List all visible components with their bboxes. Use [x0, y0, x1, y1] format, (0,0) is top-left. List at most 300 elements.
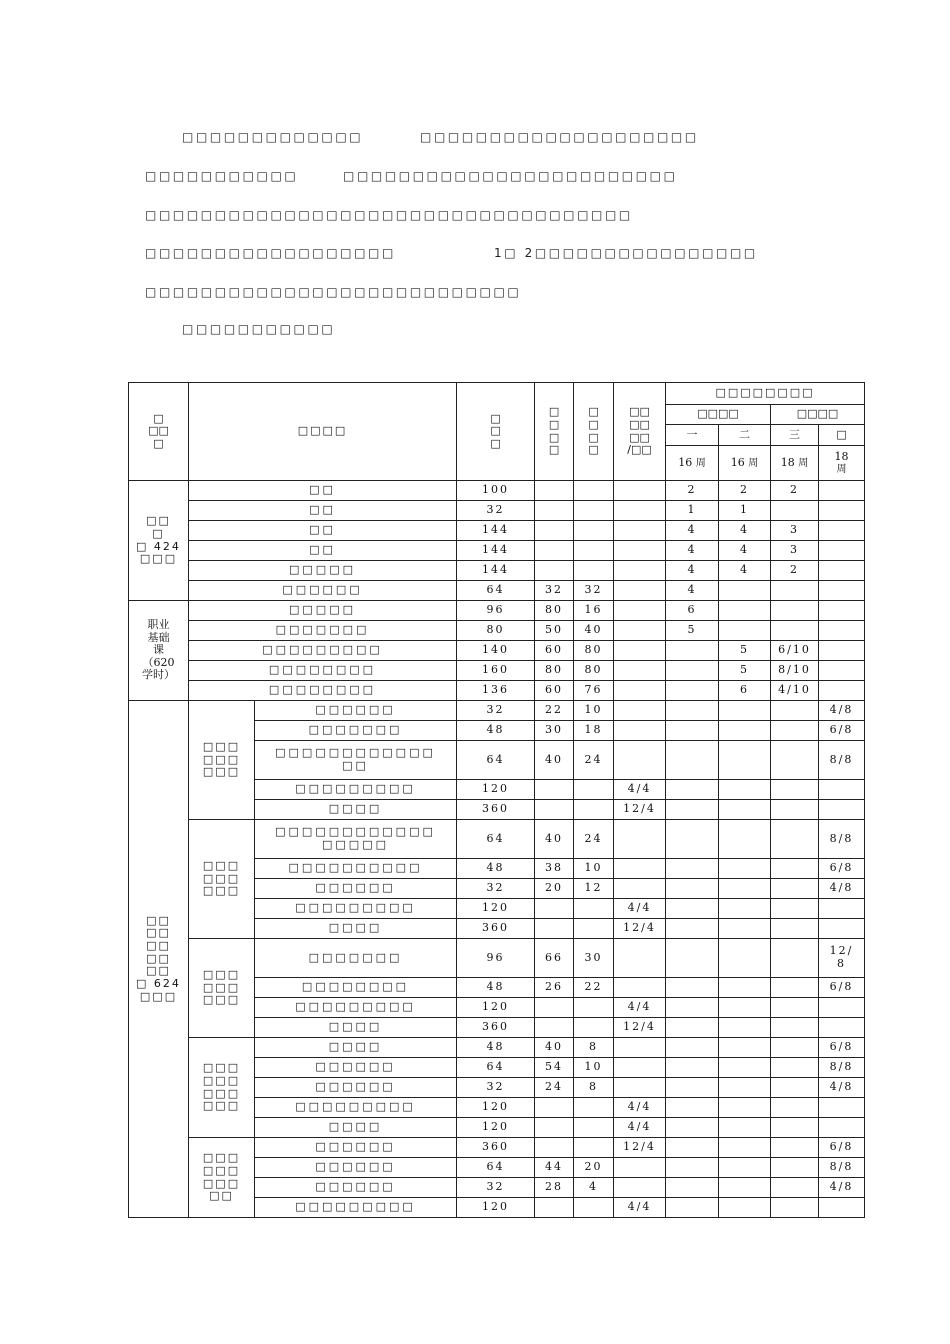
course-name: □□□□	[255, 1118, 457, 1138]
course-name: □□	[189, 501, 457, 521]
practice-weeks-cell: 4/4	[614, 780, 666, 800]
term-4-cell: 6/8	[819, 978, 865, 998]
practice-hours-cell: 22	[574, 978, 614, 998]
practice-hours-cell	[574, 541, 614, 561]
practice-weeks-cell	[614, 621, 666, 641]
intro-line-4-part-1: □□□□□□□□□□□□□□□□□□	[145, 246, 396, 260]
practice-weeks-cell	[614, 1038, 666, 1058]
practice-hours-cell: 24	[574, 741, 614, 780]
practice-hours-cell	[574, 481, 614, 501]
theory-hours-cell: 54	[535, 1058, 574, 1078]
term-3-cell	[771, 1098, 819, 1118]
total-hours-cell: 48	[457, 859, 535, 879]
practice-hours-cell: 8	[574, 1078, 614, 1098]
term-3-cell	[771, 621, 819, 641]
theory-hours-cell	[535, 780, 574, 800]
term-3-cell	[771, 581, 819, 601]
category-vocational-direction: □□ □□ □□ □□ □□ □ 624 □□□	[129, 701, 189, 1218]
total-hours-cell: 120	[457, 998, 535, 1018]
practice-weeks-cell	[614, 581, 666, 601]
term-1-cell: 4	[666, 521, 719, 541]
practice-hours-cell	[574, 1098, 614, 1118]
intro-line-5-part-1: □□□□□□□□□□□□□□□□□□□□□□□□□□□	[145, 285, 522, 299]
intro-line-1-part-1: □□□□□□□□□□□□□	[182, 130, 364, 144]
term-4-cell	[819, 581, 865, 601]
practice-weeks-cell	[614, 641, 666, 661]
term-3-cell: 2	[771, 561, 819, 581]
term-2-cell	[719, 1018, 771, 1038]
practice-weeks-cell	[614, 521, 666, 541]
practice-weeks-cell	[614, 561, 666, 581]
theory-hours-cell	[535, 1018, 574, 1038]
term-1-cell: 6	[666, 601, 719, 621]
course-name: □□□□□□□	[255, 939, 457, 978]
practice-hours-cell: 24	[574, 820, 614, 859]
term-1-cell	[666, 939, 719, 978]
term-3-cell	[771, 1038, 819, 1058]
practice-hours-cell	[574, 899, 614, 919]
course-name: □□□□	[255, 800, 457, 820]
term-3-cell	[771, 899, 819, 919]
course-name: □□□□□□□□□	[255, 899, 457, 919]
direction-group-4: □□□ □□□ □□□ □□□	[189, 1038, 255, 1138]
theory-hours-cell	[535, 1198, 574, 1218]
total-hours-cell: 360	[457, 919, 535, 939]
practice-hours-cell	[574, 1198, 614, 1218]
practice-weeks-cell	[614, 859, 666, 879]
practice-hours-cell: 10	[574, 859, 614, 879]
header-weeks-2: 16 周	[719, 446, 771, 481]
term-2-cell: 5	[719, 641, 771, 661]
term-3-cell	[771, 721, 819, 741]
table-row	[129, 939, 865, 978]
term-1-cell	[666, 701, 719, 721]
term-2-cell	[719, 1118, 771, 1138]
course-name: □□□□□□	[255, 1058, 457, 1078]
total-hours-cell: 160	[457, 661, 535, 681]
table-row	[129, 681, 865, 701]
header-theory-hours: □ □ □ □	[535, 383, 574, 481]
term-4-cell	[819, 1118, 865, 1138]
term-4-cell	[819, 661, 865, 681]
total-hours-cell: 64	[457, 820, 535, 859]
term-3-cell	[771, 1178, 819, 1198]
term-2-cell	[719, 1098, 771, 1118]
total-hours-cell: 80	[457, 621, 535, 641]
theory-hours-cell: 20	[535, 879, 574, 899]
practice-weeks-cell	[614, 661, 666, 681]
theory-hours-cell	[535, 481, 574, 501]
term-4-cell	[819, 681, 865, 701]
term-4-cell	[819, 899, 865, 919]
table-row	[129, 1038, 865, 1058]
practice-weeks-cell	[614, 481, 666, 501]
total-hours-cell: 48	[457, 1038, 535, 1058]
term-3-cell: 4/10	[771, 681, 819, 701]
term-1-cell	[666, 859, 719, 879]
total-hours-cell: 32	[457, 701, 535, 721]
term-4-cell: 6/8	[819, 1138, 865, 1158]
theory-hours-cell: 60	[535, 681, 574, 701]
practice-hours-cell	[574, 1018, 614, 1038]
theory-hours-cell: 28	[535, 1178, 574, 1198]
course-name: □□□□□□□□□□	[255, 859, 457, 879]
term-1-cell	[666, 661, 719, 681]
term-4-cell	[819, 1098, 865, 1118]
practice-weeks-cell	[614, 939, 666, 978]
course-name: □□□□□□□□	[189, 661, 457, 681]
table-row	[129, 481, 865, 501]
course-name: □□□□□□	[255, 1078, 457, 1098]
direction-group-5: □□□ □□□ □□□ □□	[189, 1138, 255, 1218]
practice-hours-cell: 76	[574, 681, 614, 701]
course-name: □□□□□□	[255, 1158, 457, 1178]
practice-weeks-cell: 12/4	[614, 1138, 666, 1158]
term-2-cell	[719, 998, 771, 1018]
term-2-cell	[719, 1138, 771, 1158]
term-3-cell	[771, 741, 819, 780]
term-3-cell	[771, 859, 819, 879]
term-3-cell	[771, 1118, 819, 1138]
total-hours-cell: 32	[457, 1078, 535, 1098]
theory-hours-cell	[535, 541, 574, 561]
term-3-cell	[771, 939, 819, 978]
term-4-cell	[819, 919, 865, 939]
direction-group-2: □□□ □□□ □□□	[189, 820, 255, 939]
term-2-cell	[719, 581, 771, 601]
practice-hours-cell: 12	[574, 879, 614, 899]
total-hours-cell: 32	[457, 1178, 535, 1198]
term-3-cell: 2	[771, 481, 819, 501]
practice-weeks-cell	[614, 541, 666, 561]
term-2-cell: 5	[719, 661, 771, 681]
term-2-cell	[719, 601, 771, 621]
theory-hours-cell	[535, 1118, 574, 1138]
term-3-cell	[771, 1018, 819, 1038]
practice-weeks-cell	[614, 701, 666, 721]
total-hours-cell: 32	[457, 879, 535, 899]
intro-line-2-part-1: □□□□□□□□□□□	[145, 169, 299, 183]
course-name: □□□□□□□□□	[255, 780, 457, 800]
term-4-cell	[819, 641, 865, 661]
practice-hours-cell: 8	[574, 1038, 614, 1058]
header-term-2: 二	[719, 425, 771, 446]
header-year-2: □□□□	[771, 405, 865, 425]
term-4-cell	[819, 501, 865, 521]
term-2-cell	[719, 978, 771, 998]
term-3-cell: 6/10	[771, 641, 819, 661]
practice-hours-cell: 4	[574, 1178, 614, 1198]
total-hours-cell: 32	[457, 501, 535, 521]
total-hours-cell: 120	[457, 1198, 535, 1218]
term-4-cell: 4/8	[819, 701, 865, 721]
practice-weeks-cell	[614, 978, 666, 998]
term-2-cell	[719, 879, 771, 899]
theory-hours-cell: 38	[535, 859, 574, 879]
intro-line-6-part-1: □□□□□□□□□□□	[182, 322, 336, 336]
header-practice-hours: □ □ □ □	[574, 383, 614, 481]
term-1-cell	[666, 1038, 719, 1058]
term-1-cell: 4	[666, 581, 719, 601]
term-3-cell	[771, 1138, 819, 1158]
theory-hours-cell	[535, 919, 574, 939]
theory-hours-cell	[535, 1098, 574, 1118]
practice-weeks-cell: 4/4	[614, 998, 666, 1018]
course-name: □□□□□□	[255, 1138, 457, 1158]
practice-weeks-cell: 4/4	[614, 1118, 666, 1138]
term-4-cell: 4/8	[819, 879, 865, 899]
term-1-cell	[666, 1078, 719, 1098]
table-row	[129, 1138, 865, 1158]
term-1-cell: 4	[666, 541, 719, 561]
term-4-cell	[819, 521, 865, 541]
term-2-cell	[719, 1058, 771, 1078]
practice-weeks-cell	[614, 741, 666, 780]
term-2-cell	[719, 939, 771, 978]
header-weeks-4: 18 周	[819, 446, 865, 481]
term-3-cell	[771, 701, 819, 721]
term-2-cell	[719, 1158, 771, 1178]
practice-weeks-cell: 12/4	[614, 1018, 666, 1038]
term-1-cell: 4	[666, 561, 719, 581]
table-row	[129, 521, 865, 541]
course-name: □□□□	[255, 1038, 457, 1058]
header-term-3: 三	[771, 425, 819, 446]
course-name: □□□□□□□□□	[255, 1198, 457, 1218]
practice-weeks-cell	[614, 681, 666, 701]
practice-hours-cell	[574, 501, 614, 521]
practice-hours-cell: 80	[574, 641, 614, 661]
term-3-cell	[771, 1058, 819, 1078]
course-name: □□□□□□□□□□□□ □□	[255, 741, 457, 780]
practice-hours-cell	[574, 998, 614, 1018]
practice-hours-cell: 16	[574, 601, 614, 621]
theory-hours-cell: 40	[535, 1038, 574, 1058]
term-1-cell	[666, 919, 719, 939]
total-hours-cell: 48	[457, 978, 535, 998]
total-hours-cell: 64	[457, 1058, 535, 1078]
term-3-cell	[771, 800, 819, 820]
term-4-cell: 4/8	[819, 1078, 865, 1098]
term-2-cell	[719, 741, 771, 780]
term-1-cell	[666, 1098, 719, 1118]
term-1-cell: 5	[666, 621, 719, 641]
table-row	[129, 661, 865, 681]
total-hours-cell: 64	[457, 581, 535, 601]
course-name: □□□□□□□□□	[189, 641, 457, 661]
practice-hours-cell	[574, 780, 614, 800]
practice-weeks-cell	[614, 601, 666, 621]
term-4-cell: 6/8	[819, 721, 865, 741]
practice-weeks-cell	[614, 721, 666, 741]
term-1-cell: 1	[666, 501, 719, 521]
term-1-cell	[666, 998, 719, 1018]
theory-hours-cell	[535, 501, 574, 521]
course-name: □□	[189, 481, 457, 501]
term-2-cell	[719, 1178, 771, 1198]
theory-hours-cell	[535, 800, 574, 820]
term-4-cell	[819, 800, 865, 820]
theory-hours-cell	[535, 998, 574, 1018]
theory-hours-cell: 50	[535, 621, 574, 641]
term-2-cell	[719, 1198, 771, 1218]
practice-hours-cell: 32	[574, 581, 614, 601]
term-1-cell	[666, 1118, 719, 1138]
total-hours-cell: 120	[457, 1118, 535, 1138]
term-1-cell	[666, 641, 719, 661]
term-4-cell: 4/8	[819, 1178, 865, 1198]
term-1-cell	[666, 879, 719, 899]
practice-hours-cell: 30	[574, 939, 614, 978]
term-3-cell	[771, 978, 819, 998]
practice-hours-cell: 20	[574, 1158, 614, 1178]
practice-hours-cell	[574, 1138, 614, 1158]
table-row	[129, 701, 865, 721]
term-4-cell: 12/ 8	[819, 939, 865, 978]
term-1-cell	[666, 681, 719, 701]
category-vocational-basic: 职业 基础 课 （620 学时）	[129, 601, 189, 701]
term-2-cell	[719, 899, 771, 919]
term-3-cell	[771, 501, 819, 521]
theory-hours-cell: 80	[535, 601, 574, 621]
term-3-cell	[771, 879, 819, 899]
total-hours-cell: 360	[457, 1018, 535, 1038]
term-1-cell	[666, 721, 719, 741]
practice-weeks-cell	[614, 879, 666, 899]
total-hours-cell: 144	[457, 561, 535, 581]
term-1-cell	[666, 1018, 719, 1038]
term-4-cell: 8/8	[819, 1158, 865, 1178]
practice-hours-cell	[574, 521, 614, 541]
theory-hours-cell: 40	[535, 820, 574, 859]
theory-hours-cell: 60	[535, 641, 574, 661]
term-4-cell	[819, 481, 865, 501]
term-3-cell	[771, 820, 819, 859]
practice-weeks-cell	[614, 1078, 666, 1098]
theory-hours-cell: 66	[535, 939, 574, 978]
practice-hours-cell	[574, 1118, 614, 1138]
header-term-1: 一	[666, 425, 719, 446]
term-3-cell	[771, 919, 819, 939]
term-3-cell	[771, 998, 819, 1018]
header-course-name: □□□□	[189, 383, 457, 481]
course-name: □□□□	[255, 919, 457, 939]
theory-hours-cell: 30	[535, 721, 574, 741]
course-name: □□□□□□	[255, 1178, 457, 1198]
total-hours-cell: 64	[457, 1158, 535, 1178]
practice-hours-cell: 80	[574, 661, 614, 681]
table-row	[129, 601, 865, 621]
term-2-cell: 4	[719, 521, 771, 541]
term-3-cell: 3	[771, 541, 819, 561]
term-1-cell	[666, 978, 719, 998]
term-2-cell	[719, 800, 771, 820]
course-name: □□□□□	[189, 601, 457, 621]
theory-hours-cell: 40	[535, 741, 574, 780]
course-name: □□□□□□□□□	[255, 1098, 457, 1118]
theory-hours-cell	[535, 561, 574, 581]
direction-group-1: □□□ □□□ □□□	[189, 701, 255, 820]
practice-hours-cell	[574, 561, 614, 581]
course-name: □□□□□□□	[189, 621, 457, 641]
term-4-cell	[819, 561, 865, 581]
practice-hours-cell: 40	[574, 621, 614, 641]
term-1-cell	[666, 800, 719, 820]
term-4-cell	[819, 541, 865, 561]
theory-hours-cell: 32	[535, 581, 574, 601]
intro-line-4-part-2: 1□ 2□□□□□□□□□□□□□□□□	[494, 246, 758, 260]
theory-hours-cell: 80	[535, 661, 574, 681]
practice-weeks-cell: 12/4	[614, 800, 666, 820]
term-4-cell	[819, 601, 865, 621]
term-4-cell: 8/8	[819, 741, 865, 780]
theory-hours-cell	[535, 1138, 574, 1158]
category-public-basic: □□ □ □ 424 □□□	[129, 481, 189, 601]
direction-group-3: □□□ □□□ □□□	[189, 939, 255, 1038]
course-name: □□□□□□□□	[255, 978, 457, 998]
table-row	[129, 621, 865, 641]
term-2-cell	[719, 701, 771, 721]
practice-weeks-cell: 4/4	[614, 899, 666, 919]
term-2-cell	[719, 1078, 771, 1098]
term-2-cell: 4	[719, 561, 771, 581]
table-row	[129, 561, 865, 581]
theory-hours-cell	[535, 899, 574, 919]
header-total-hours: □ □ □	[457, 383, 535, 481]
table-row	[129, 541, 865, 561]
course-name: □□□□□□□□□□□□ □□□□□	[255, 820, 457, 859]
term-4-cell	[819, 780, 865, 800]
term-1-cell	[666, 1158, 719, 1178]
total-hours-cell: 136	[457, 681, 535, 701]
total-hours-cell: 48	[457, 721, 535, 741]
intro-line-3-part-1: □□□□□□□□□□□□□□□□□□□□□□□□□□□□□□□□□□□	[145, 208, 633, 222]
theory-hours-cell	[535, 521, 574, 541]
course-name: □□□□□□□	[255, 721, 457, 741]
term-2-cell: 6	[719, 681, 771, 701]
intro-line-1-part-2: □□□□□□□□□□□□□□□□□□□□	[420, 130, 699, 144]
term-1-cell	[666, 741, 719, 780]
term-2-cell	[719, 621, 771, 641]
term-4-cell	[819, 998, 865, 1018]
course-name: □□□□□□	[255, 879, 457, 899]
term-2-cell: 1	[719, 501, 771, 521]
course-name: □□□□□□	[255, 701, 457, 721]
term-4-cell: 8/8	[819, 820, 865, 859]
course-name: □□□□□□□□	[189, 681, 457, 701]
term-4-cell	[819, 621, 865, 641]
practice-weeks-cell: 4/4	[614, 1098, 666, 1118]
total-hours-cell: 140	[457, 641, 535, 661]
total-hours-cell: 96	[457, 601, 535, 621]
term-1-cell	[666, 1178, 719, 1198]
term-4-cell	[819, 1018, 865, 1038]
term-1-cell	[666, 780, 719, 800]
term-3-cell: 8/10	[771, 661, 819, 681]
term-3-cell	[771, 601, 819, 621]
term-2-cell: 4	[719, 541, 771, 561]
total-hours-cell: 144	[457, 541, 535, 561]
course-name: □□	[189, 541, 457, 561]
term-4-cell: 8/8	[819, 1058, 865, 1078]
total-hours-cell: 144	[457, 521, 535, 541]
term-3-cell	[771, 780, 819, 800]
total-hours-cell: 96	[457, 939, 535, 978]
term-3-cell	[771, 1078, 819, 1098]
table-row	[129, 501, 865, 521]
header-practice-weeks: □□ □□ □□ /□□	[614, 383, 666, 481]
term-2-cell	[719, 1038, 771, 1058]
